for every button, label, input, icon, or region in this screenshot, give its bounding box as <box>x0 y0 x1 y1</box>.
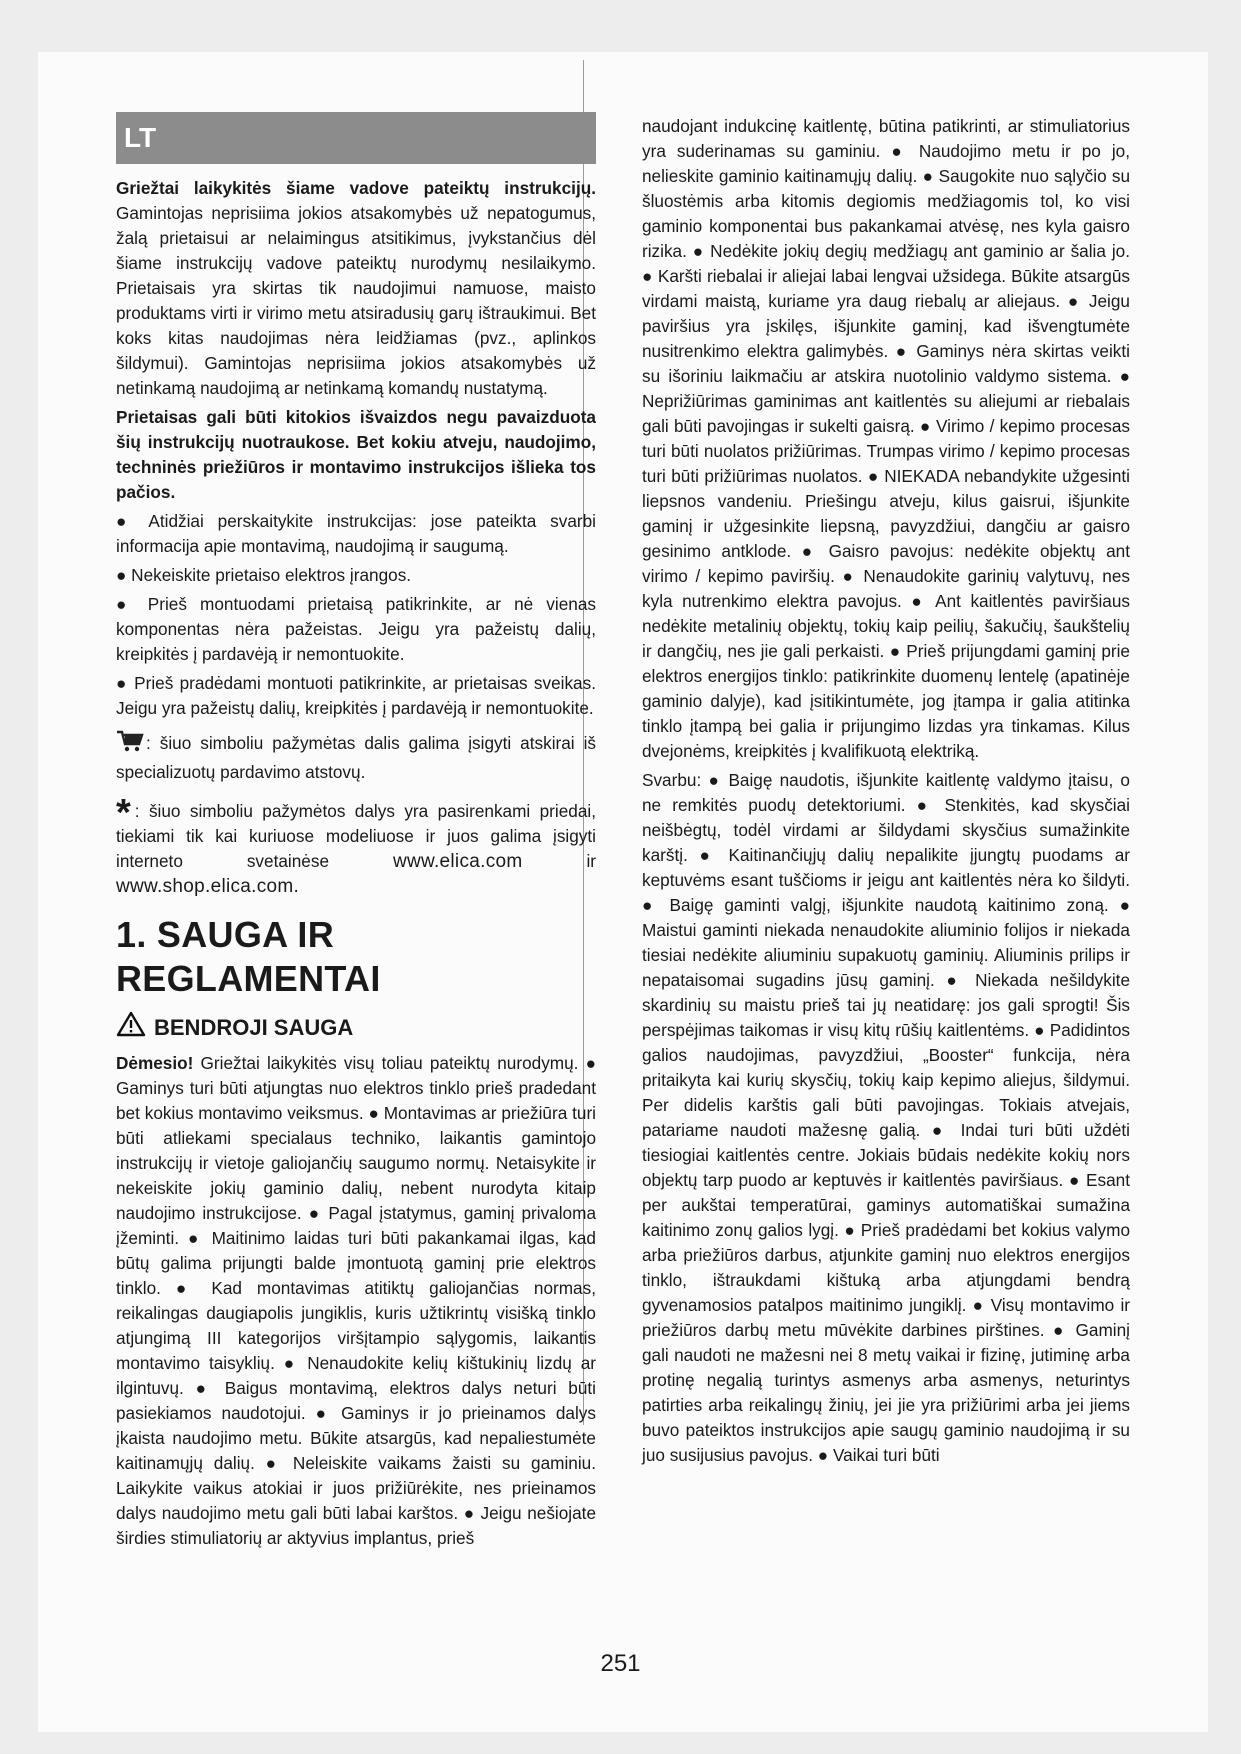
section-title: 1. SAUGA IR REGLAMENTAI <box>116 914 381 999</box>
shop-elica-link[interactable]: www.shop.elica.com. <box>116 876 300 897</box>
general-safety-paragraph <box>116 1051 596 1551</box>
attention-label: Dėmesio! <box>116 1053 194 1073</box>
asterisk-icon: * <box>116 792 131 834</box>
bullet-check-appliance: ● Prieš pradėdami montuoti patikrinkite, ar prietaisas sveikas. Jeigu yra pažeistų dalių, kreipkitės į pardavėją ir nemontuokite. <box>116 673 596 718</box>
important-paragraph: Svarbu: ● Baigę naudotis, išjunkite kaitlentę valdymo įtaisu, o ne remkitės puodų detektoriumi. ● Stenkitės, kad skysčiai neišbėgtų, todėl virdami ar šildydami skysčius sumažinkite karštį. ● Kaitinančiųjų dalių nepalikite įjungtų puodams ar keptuvėms esant tuščioms ir jeigu ant kaitlentės nėra ko šildyti. ● Baigę gaminti valgį, išjunkite naudotą kaitinimo zoną. ● Maistui gaminti niekada nenaudokite aliuminio folijos ir niekada tiesiai nedėkite aliuminiu supakuotų gaminių. Aliuminis prilips ir nepataisomai sugadins jūsų gaminį. ● Niekada nešildykite skardinių su maistu prieš tai jų neatidarę: jos gali sprogti! Šis perspėjimas taikomas ir visų kitų rūšių kaitlentėms. ● Padidintos galios naudojimas, pavyzdžiui, „Booster“ funkcija, nėra pritaikyta kai kurių skysčių, tokių kaip kepimo aliejus, šildymui. Per didelis karštis gali būti pavojingas. Tokiais atvejais, patariame naudoti mažesnę galią. ● Indai turi būti uždėti tiesiogiai kaitlentės centre. Jokiais būdais nedėkite kokių nors objektų tarp puodo ar keptuvės ir kaitlentės paviršiaus. ● Esant per aukštai temperatūrai, gaminys automatiškai sumažina kaitinimo zonų galios lygį. ● Prieš pradėdami bet kokius valymo arba priežiūros darbus, atjunkite gaminį nuo elektros energijos tinklo, ištraukdami kištuką arba atjungdami bendrą gyvenamosios patalpos maitinimo jungiklį. ● Visų montavimo ir priežiūros darbų metu mūvėkite darbines pirštines. ● Gaminį gali naudoti ne mažesni nei 8 metų vaikai ir fizinę, jutiminę arba protinę negalią turintys asmenys arba asmenys, neturintys patirties arba reikalingų žinių, jei jie yra prižiūrimi arba jei jiems buvo pateiktos instrukcijos apie saugų gaminio naudojimą ir su juo susijusius pavojus. ● Vaikai turi būti <box>642 770 1130 1465</box>
page-number: 251 <box>600 1650 641 1677</box>
appearance-note: Prietaisas gali būti kitokios išvaizdos negu pavaizduota šių instrukcijų nuotraukose. Bet kokiu atveju, naudojimo, techninės priežiūros ir montavimo instrukcijos išlieka tos pačios. <box>116 407 596 502</box>
bullet-read-instructions: ● Atidžiai perskaitykite instrukcijas: jose pateikta svarbi informacija apie montavimą, naudojimą ir saugumą. <box>116 511 596 556</box>
star-symbol-note <box>116 792 596 899</box>
elica-link[interactable]: www.elica.com <box>392 851 523 872</box>
left-column <box>116 112 596 1555</box>
intro-text: Gamintojas neprisiima jokios atsakomybės už nepatogumus, žalą prietaisui ar nelaimingus atsitikimus, įvykstančius dėl šiame instrukcijų vadove pateiktų nurodymų nesilaikymo. Prietaisais yra skirtas tik naudojimui namuose, maisto produktams virti ir virimo metu atsiradusių garų ištraukimui. Bet koks kitas naudojimas nėra leidžiamas (pvz., aplinkos šildymui). Gamintojas neprisiima jokios atsakomybės už netinkamą naudojimą ar netinkamą komandų nustatymą. <box>116 203 596 398</box>
shopping-cart-icon <box>116 729 144 760</box>
intro-paragraph <box>116 176 596 401</box>
right-column <box>642 114 1130 1472</box>
cart-symbol-text: : šiuo simboliu pažymėtas dalis galima įsigyti atskirai iš specializuotų pardavimo atstovų. <box>116 733 596 782</box>
bullet-check-components: ● Prieš montuodami prietaisą patikrinkite, ar nė vienas komponentas nėra pažeistas. Jeigu yra pažeistų dalių, kreipkitės į pardavėją ir nemontuokite. <box>116 594 596 664</box>
subsection-title: BENDROJI SAUGA <box>154 1015 354 1040</box>
general-safety-text: Griežtai laikykitės visų toliau pateiktų nurodymų. ● Gaminys turi būti atjungtas nuo elektros tinklo prieš pradedant bet kokius montavimo veiksmus. ● Montavimas ar priežiūra turi būti atliekami specialaus techniko, laikantis gamintojo instrukcijų ir vietoje galiojančių saugumo normų. Netaisykite ir nekeiskite jokių gaminio dalių, nebent nurodyta kitaip naudojimo instrukcijose. ● Pagal įstatymus, gaminį privaloma įžeminti. ● Maitinimo laidas turi būti pakankamai ilgas, kad būtų galima prijungti balde įmontuotą gaminį prie elektros tinklo. ● Kad montavimas atitiktų galiojančias normas, reikalingas daugiapolis jungiklis, kuris užtikrintų visišką tinklo atjungimą III kategorijos viršįtampio sąlygomis, laikantis montavimo taisyklių. ● Nenaudokite kelių kištukinių lizdų ar ilgintuvų. ● Baigus montavimą, elektros dalys neturi būti pasiekiamos naudotojui. ● Gaminys ir jo prieinamos dalys įkaista naudojimo metu. Būkite atsargūs, kad nepaliestumėte kaitinamųjų dalių. ● Neleiskite vaikams žaisti su gaminiu. Laikykite vaikus atokiai ir juos prižiūrėkite, nes prieinamos dalys naudojimo metu gali būti labai karštos. ● Jeigu nešiojate širdies stimuliatorių ar aktyvius implantus, prieš <box>116 1053 596 1548</box>
cart-symbol-note <box>116 729 596 785</box>
warning-icon <box>116 1011 146 1045</box>
bullet-no-modify: ● Nekeiskite prietaiso elektros įrangos. <box>116 565 412 585</box>
safety-continued-paragraph: naudojant indukcinę kaitlentę, būtina patikrinti, ar stimuliatorius yra suderinamas su gaminiu. ● Naudojimo metu ir po jo, nelieskite gaminio kaitinamųjų dalių. ● Saugokite nuo sąlyčio su šluostėmis arba kitomis degiomis medžiagomis tol, ko visi gaminio komponentai bus pakankamai atvėsę, nes kyla gaisro rizika. ● Nedėkite jokių degių medžiagų ant gaminio ar šalia jo. ● Karšti riebalai ir aliejai labai lengvai užsidega. Būkite atsargūs virdami maistą, kuriame yra daug riebalų ar aliejaus. ● Jeigu paviršius yra įskilęs, išjunkite gaminį, kad išvengtumėte nusitrenkimo elektra galimybės. ● Gaminys nėra skirtas veikti su išoriniu laikmačiu ar atskira nuotolinio valdymo sistema. ● Neprižiūrimas gaminimas ant kaitlentės su aliejumi ar riebalais gali būti pavojingas ir sukelti gaisrą. ● Virimo / kepimo procesas turi būti nuolatos prižiūrimas. Trumpas virimo / kepimo procesas turi būti prižiūrimas nuolatos. ● NIEKADA nebandykite užgesinti liepsnos vandeniu. Priešingu atveju, kilus gaisrui, išjunkite gaminį ir užgesinkite liepsną, pavyzdžiui, dangčiu ar gaisro gesinimo antklode. ● Gaisro pavojus: nedėkite objektų ant virimo / kepimo paviršių. ● Nenaudokite garinių valytuvų, nes kyla nutrenkimo elektra pavojus. ● Ant kaitlentės paviršiaus nedėkite metalinių objektų, tokių kaip peilių, šakučių, šaukštelių ir dangčių, nes jie gali perkaisti. ● Prieš prijungdami gaminį prie elektros energijos tinklo: patikrinkite duomenų lentelę (apatinėje gaminio dalyje), kad įsitikintumėte, jog įtampa ir galia atitinka tinklo įtampą bei galia ir prijungimo lizdas yra tinkamas. Kilus dvejonėms, kreipkitės į kvalifikuotą elektriką. <box>642 116 1130 761</box>
url-joiner: ir <box>522 851 596 871</box>
intro-bold: Griežtai laikykitės šiame vadove pateiktų instrukcijų. <box>116 178 596 198</box>
star-symbol-text: : šiuo simboliu pažymėtos dalys yra pasirenkami priedai, tiekiami tik kai kuriuose modeliuose ir juos galima įsigyti interneto svetainėse <box>116 801 596 871</box>
subsection-heading <box>116 1011 596 1045</box>
language-header: LT <box>116 112 596 164</box>
